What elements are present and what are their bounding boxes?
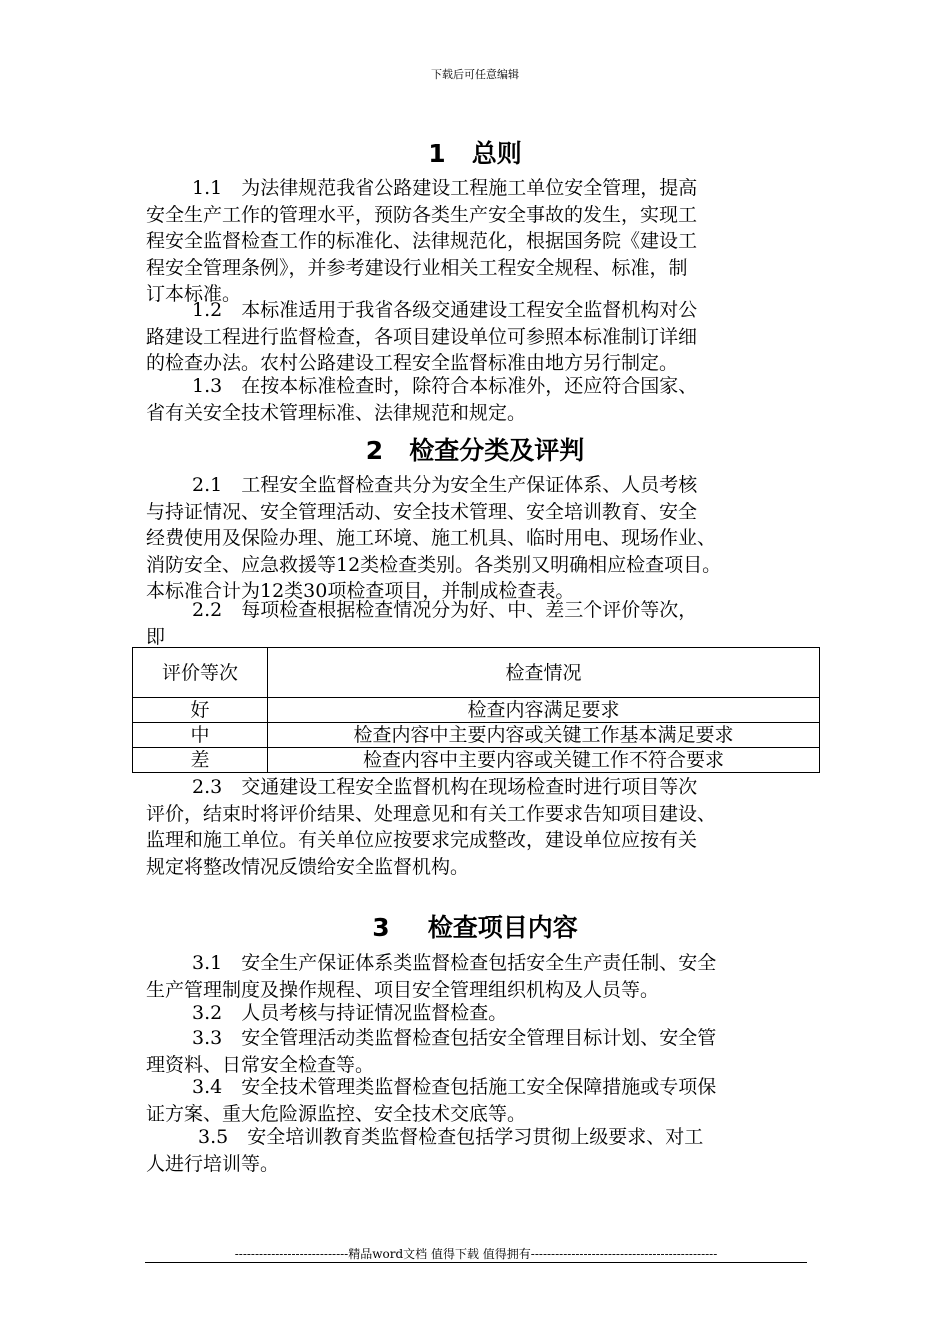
section-title: 总则 (471, 139, 522, 168)
section-title: 检查项目内容 (427, 913, 578, 942)
section-number: 2 (365, 436, 384, 465)
text-line: 3.4 安全技术管理类监督检查包括施工安全保障措施或专项保 (192, 1076, 717, 1098)
paragraph-1-3 (146, 373, 806, 426)
text-line: 监理和施工单位。有关单位应按要求完成整改，建设单位应按有关 (146, 829, 698, 851)
text-line: 经费使用及保险办理、施工环境、施工机具、临时用电、现场作业、 (146, 527, 717, 549)
text-line: 理资料、日常安全检查等。 (146, 1053, 375, 1076)
text-line: 省有关安全技术管理标准、法律规范和规定。 (146, 401, 527, 424)
text-line: 1.1 为法律规范我省公路建设工程施工单位安全管理，提高 (192, 177, 698, 199)
text-line: 生产管理制度及操作规程、项目安全管理组织机构及人员等。 (146, 978, 660, 1001)
table-row (133, 698, 820, 723)
text-line: 本标准合计为12类30项检查项目，并制成检查表。 (146, 580, 575, 602)
text-line: 程安全管理条例》，并参考建设行业相关工程安全规程、标准，制 (146, 256, 688, 279)
table-cell: 检查内容中主要内容或关键工作不符合要求 (268, 748, 820, 773)
paragraph-2-2 (146, 597, 806, 650)
text-line: 路建设工程进行监督检查，各项目建设单位可参照本标准制订详细 (146, 325, 698, 348)
table-cell: 检查内容中主要内容或关键工作基本满足要求 (268, 723, 820, 748)
section-1-heading (0, 134, 950, 170)
paragraph-3-5 (146, 1124, 806, 1177)
text-line: 1.2 本标准适用于我省各级交通建设工程安全监督机构对公 (192, 299, 698, 321)
table-cell: 好 (133, 698, 268, 723)
paragraph-2-3 (146, 774, 806, 880)
page-header: 下载后可任意编辑 (431, 68, 519, 81)
section-number: 3 (372, 913, 390, 942)
section-3-heading (0, 908, 950, 944)
text-line: 3.3 安全管理活动类监督检查包括安全管理目标计划、安全管 (192, 1027, 717, 1049)
text-line: 即 (146, 625, 166, 648)
evaluation-table (132, 647, 820, 773)
section-2-heading (0, 431, 950, 467)
paragraph-1-1 (146, 175, 806, 308)
section-title: 检查分类及评判 (409, 436, 585, 465)
table-cell: 检查内容满足要求 (268, 698, 820, 723)
page-footer: ----------------------------精品word文档 值得下载 值得拥有---------------------------------------------- (234, 1247, 718, 1261)
table-row (133, 723, 820, 748)
paragraph-3-1 (146, 950, 806, 1003)
section-number: 1 (428, 139, 446, 168)
text-line: 3.2 人员考核与持证情况监督检查。 (192, 1002, 508, 1024)
text-line: 3.5 安全培训教育类监督检查包括学习贯彻上级要求、对工 (198, 1126, 704, 1148)
footer-rule (145, 1262, 807, 1263)
text-line: 2.1 工程安全监督检查共分为安全生产保证体系、人员考核 (192, 474, 698, 496)
text-line: 的检查办法。农村公路建设工程安全监督标准由地方另行制定。 (146, 352, 679, 374)
text-line: 1.3 在按本标准检查时，除符合本标准外，还应符合国家、 (192, 375, 698, 397)
text-line: 2.2 每项检查根据检查情况分为好、中、差三个评价等次， (192, 599, 698, 621)
text-line: 与持证情况、安全管理活动、安全技术管理、安全培训教育、安全 (146, 500, 698, 523)
table-row (133, 748, 820, 773)
table-cell: 差 (133, 748, 268, 773)
text-line: 程安全监督检查工作的标准化、法律规范化，根据国务院《建设工 (146, 230, 698, 252)
text-line: 规定将整改情况反馈给安全监督机构。 (146, 855, 470, 878)
text-line: 3.1 安全生产保证体系类监督检查包括安全生产责任制、安全 (192, 952, 717, 974)
paragraph-3-2 (146, 1000, 806, 1027)
table-header-cell: 检查情况 (268, 648, 820, 698)
text-line: 人进行培训等。 (146, 1152, 280, 1175)
text-line: 证方案、重大危险源监控、安全技术交底等。 (146, 1102, 527, 1125)
text-line: 订本标准。 (146, 283, 242, 305)
table-cell: 中 (133, 723, 268, 748)
paragraph-2-1 (146, 472, 806, 605)
table-header-cell: 评价等次 (133, 648, 268, 698)
text-line: 2.3 交通建设工程安全监督机构在现场检查时进行项目等次 (192, 776, 698, 798)
paragraph-3-4 (146, 1074, 806, 1127)
paragraph-1-2 (146, 297, 806, 377)
text-line: 安全生产工作的管理水平，预防各类生产安全事故的发生，实现工 (146, 203, 698, 226)
text-line: 评价，结束时将评价结果、处理意见和有关工作要求告知项目建设、 (146, 802, 717, 825)
paragraph-3-3 (146, 1025, 806, 1078)
text-line: 消防安全、应急救援等12类检查类别。各类别又明确相应检查项目。 (146, 553, 722, 576)
table-header-row (133, 648, 820, 698)
